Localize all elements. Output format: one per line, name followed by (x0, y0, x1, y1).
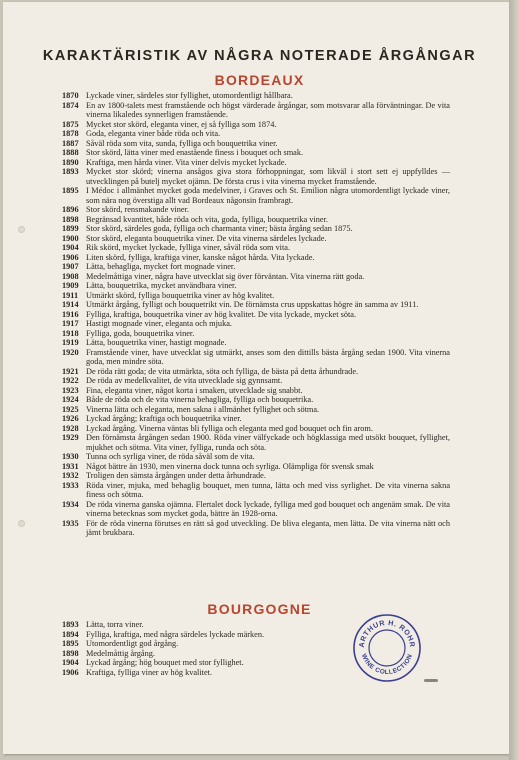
vintage-year: 1904 (62, 658, 79, 667)
vintage-year: 1895 (62, 639, 79, 648)
vintage-entry (62, 215, 450, 225)
vintage-description: Utmärkt årgång, fylligt och bouquetrikt vin. De förnämsta crus uppskattas högre än samma av 1911. (86, 300, 419, 309)
page-title: KARAKTÄRISTIK AV NÅGRA NOTERADE ÅRGÅNGAR (42, 48, 477, 64)
vintage-year: 1911 (62, 290, 79, 300)
vintage-year: 1906 (62, 252, 79, 262)
vintage-entry (62, 405, 450, 415)
vintage-year: 1907 (62, 262, 79, 271)
vintage-description: Tunna och syrliga viner, de röda såväl som de vita. (86, 452, 255, 461)
vintage-description: Fylliga, kraftiga, bouquetrika viner av hög kvalitet. De vita lyckade, mycket söta. (86, 309, 357, 319)
vintage-entry (62, 348, 450, 367)
vintage-description: Lätta, bouquetrika viner, hastigt mognade. (86, 338, 227, 347)
vintage-description: Troligen den sämsta årgången under detta århundrade. (86, 471, 266, 480)
vintage-year: 1895 (62, 186, 79, 195)
vintage-description: Rik skörd, mycket lyckade, fylliga viner, såväl röda som vita. (86, 243, 291, 252)
vintage-description: Stor skörd, lätta viner med enastående finess i bouquet och smak. (86, 148, 304, 157)
vintage-year: 1914 (62, 300, 79, 309)
vintage-description: De röda rätt goda; de vita utmärkta, söta och fylliga, de bästa på detta århundrade. (86, 366, 359, 376)
svg-text:WINE COLLECTION (360, 653, 414, 676)
vintage-year: 1909 (62, 281, 79, 290)
vintage-year: 1929 (62, 433, 79, 442)
vintage-entry (62, 120, 450, 130)
vintage-year: 1919 (62, 338, 79, 347)
vintage-entry (62, 300, 450, 310)
vintage-entry (62, 205, 450, 215)
vintage-entry (62, 167, 450, 186)
vintage-entry (62, 291, 450, 301)
vintage-entry (62, 519, 450, 538)
vintage-year: 1923 (62, 385, 79, 395)
vintage-year: 1874 (62, 100, 79, 110)
vintage-description: Utomordentligt god årgång. (86, 639, 179, 648)
vintage-entry (62, 500, 450, 519)
vintage-description: Den förnämsta årgången sedan 1900. Röda viner välfyckade och högklassiga med utsökt bouquet, fyllighet, mjukhet och sötma. Vita viner, fylliga, runda och söta. (86, 433, 450, 452)
vintage-year: 1904 (62, 243, 79, 252)
vintage-description: Medelmåttig årgång. (86, 648, 155, 658)
vintage-description: Stor skörd, särdeles goda, fylliga och charmanta viner; bästa årgång sedan 1875. (86, 224, 353, 233)
vintage-year: 1878 (62, 129, 79, 138)
vintage-entry (62, 376, 450, 386)
section-title-bordeaux: BORDEAUX (214, 72, 305, 88)
vintage-year: 1888 (62, 148, 79, 157)
vintage-year: 1933 (62, 480, 79, 490)
vintage-year: 1908 (62, 271, 79, 281)
vintage-description: De röda av medelkvalitet, de vita utvecklade sig gynnsamt. (86, 376, 283, 385)
binder-hole (18, 520, 25, 527)
vintage-entry (62, 462, 450, 472)
page-edge-shadow (509, 0, 519, 760)
vintage-year: 1928 (62, 423, 79, 433)
vintage-description: För de röda vinerna förutses en rätt så god utveckling. De bliva eleganta, men lätta. De vita vinerna nätt och jämt brukbara. (86, 518, 450, 537)
vintage-year: 1898 (62, 214, 79, 224)
vintage-year: 1898 (62, 648, 79, 658)
vintage-year: 1900 (62, 233, 79, 243)
vintage-entry (62, 272, 450, 282)
vintage-entry (62, 386, 450, 396)
vintage-description: Fylliga, kraftiga, med några särdeles lyckade märken. (86, 629, 265, 639)
vintage-entry (62, 367, 450, 377)
vintage-year: 1896 (62, 205, 79, 214)
vintage-entry (62, 338, 450, 348)
section-title-bourgogne: BOURGOGNE (207, 601, 312, 617)
vintage-year: 1931 (62, 461, 79, 471)
vintage-entry (62, 395, 450, 405)
vintage-description: Stor skörd, eleganta bouquetrika viner. De vita vinerna särdeles lyckade. (86, 233, 327, 243)
vintage-year: 1924 (62, 395, 79, 404)
vintage-description: Mycket stor skörd; vinerna ansågos giva stora förhoppningar, som likväl i stort sett ej uppfylldes — utvecklingen på butelj mycket ojämn. De första crus i vita vinerna mycket framstående. (86, 167, 450, 186)
vintage-entry (62, 262, 450, 272)
vintage-description: Lätta, bouquetrika, mycket användbara viner. (86, 281, 237, 290)
vintage-description: Lyckad årgång; hög bouquet med stor fyllighet. (86, 658, 244, 667)
vintage-entry (62, 186, 450, 205)
vintage-description: Kraftiga, fylliga viner av hög kvalitet. (86, 667, 213, 677)
vintage-year: 1899 (62, 224, 79, 233)
vintage-description: Medelmåttiga viner, några have utvecklat sig över förväntan. Vita vinerna rätt goda. (86, 271, 365, 281)
vintage-year: 1917 (62, 319, 79, 328)
vintage-description: Vinerna lätta och eleganta, men sakna i allmänhet fyllighet och sötma. (86, 404, 320, 414)
vintage-description: Fylliga, goda, bouquetrika viner. (86, 328, 195, 338)
vintage-description: Lyckade viner, särdeles stor fyllighet, utomordentligt hållbara. (86, 91, 293, 100)
vintage-year: 1926 (62, 414, 79, 423)
vintage-entry (62, 253, 450, 263)
vintage-entry (62, 329, 450, 339)
vintage-year: 1870 (62, 91, 79, 100)
vintage-description: Goda, eleganta viner både röda och vita. (86, 129, 221, 138)
vintage-entry (62, 414, 450, 424)
vintage-entry (62, 148, 450, 158)
stamp-bottom-text: WINE COLLECTION (359, 652, 415, 677)
bordeaux-vintage-list (62, 91, 450, 538)
vintage-year: 1875 (62, 119, 79, 129)
vintage-year: 1890 (62, 157, 79, 167)
vintage-entry (62, 91, 450, 101)
vintage-year: 1921 (62, 366, 79, 376)
vintage-year: 1894 (62, 629, 79, 639)
vintage-entry (62, 471, 450, 481)
vintage-entry (62, 234, 450, 244)
vintage-description: Kraftiga, men hårda viner. Vita viner delvis mycket lyckade. (86, 157, 287, 167)
vintage-description: Såväl röda som vita, sunda, fylliga och bouquetrika viner. (86, 138, 278, 148)
vintage-entry (62, 281, 450, 291)
vintage-description: Både de röda och de vita vinerna behagliga, fylliga och bouquetrika. (86, 395, 314, 404)
vintage-year: 1906 (62, 667, 79, 677)
vintage-description: Framstående viner, have utvecklat sig utmärkt, anses som den dittills bästa årgång sedan 1900. Vita vinerna goda, men mindre söta. (86, 347, 450, 366)
vintage-entry (62, 433, 450, 452)
vintage-description: Något bättre än 1930, men vinerna dock tunna och syrliga. Olämpliga för svensk smak (86, 461, 374, 471)
vintage-description: Lätta, torra viner. (86, 620, 144, 629)
vintage-year: 1893 (62, 167, 79, 176)
vintage-description: Lyckad årgång. Vinerna väntas bli fylliga och eleganta med god bouquet och fin arom. (86, 423, 373, 433)
vintage-year: 1893 (62, 620, 79, 629)
vintage-description: Utmärkt skörd, fylliga bouquetrika viner av hög kvalitet. (86, 290, 275, 300)
vintage-entry (62, 424, 450, 434)
vintage-description: Stor skörd, rensmakande viner. (86, 205, 189, 214)
vintage-year: 1887 (62, 138, 79, 148)
vintage-entry (62, 319, 450, 329)
binder-hole (18, 226, 25, 233)
vintage-year: 1930 (62, 452, 79, 461)
vintage-description: Fina, eleganta viner, något korta i smaken, utvecklade sig snabbt. (86, 385, 303, 395)
vintage-description: Mycket stor skörd, eleganta viner, ej så fylliga som 1874. (86, 119, 277, 129)
vintage-entry (62, 481, 450, 500)
vintage-description: Lätta, behagliga, mycket fort mognade viner. (86, 262, 236, 271)
pencil-mark (424, 679, 438, 682)
vintage-description: Hastigt mognade viner, eleganta och mjuka. (86, 319, 232, 328)
vintage-year: 1920 (62, 347, 79, 357)
vintage-description: Begränsad kvantitet, både röda och vita, goda, fylliga, bouquetrika viner. (86, 214, 328, 224)
vintage-year: 1922 (62, 376, 79, 385)
collection-stamp (352, 613, 422, 683)
vintage-entry (62, 101, 450, 120)
vintage-description: Röda viner, mjuka, med behaglig bouquet, men tunna, lätta och med viss syrlighet. De vita vinerna sakna finess och sötma. (86, 480, 450, 499)
vintage-entry (62, 129, 450, 139)
vintage-entry (62, 243, 450, 253)
vintage-entry (62, 452, 450, 462)
vintage-year: 1918 (62, 328, 79, 338)
vintage-description: Lyckad årgång; kraftiga och bouquetrika viner. (86, 414, 242, 423)
vintage-description: Liten skörd, fylliga, kraftiga viner, kanske något hårda. Vita lyckade. (86, 252, 315, 262)
stamp-top-text: ARTHUR H. ROHR (356, 617, 418, 649)
vintage-entry (62, 224, 450, 234)
vintage-description: En av 1800-talets mest framstående och högst värderade årgångar, som motsvarar alla förväntningar. De vita vinerna likaledes synnerligen framstående. (86, 100, 450, 119)
vintage-year: 1916 (62, 309, 79, 319)
vintage-year: 1935 (62, 518, 79, 528)
vintage-entry (62, 310, 450, 320)
vintage-description: De röda vinerna ganska ojämna. Flertalet dock lyckade, fylliga med god bouquet och angenäm smak. De vita vinerna betecknas som mycket goda, bättre än 1928-orna. (86, 499, 450, 518)
vintage-entry (62, 139, 450, 149)
vintage-year: 1934 (62, 499, 79, 509)
vintage-description: I Médoc i allmänhet mycket goda medelviner, i Graves och St. Emilion några utomordentligt lyckade viner, som nära nog överstiga allt vad Bordeaux någonsin frambragt. (86, 186, 450, 205)
vintage-year: 1925 (62, 404, 79, 414)
vintage-entry (62, 158, 450, 168)
vintage-year: 1932 (62, 471, 79, 480)
